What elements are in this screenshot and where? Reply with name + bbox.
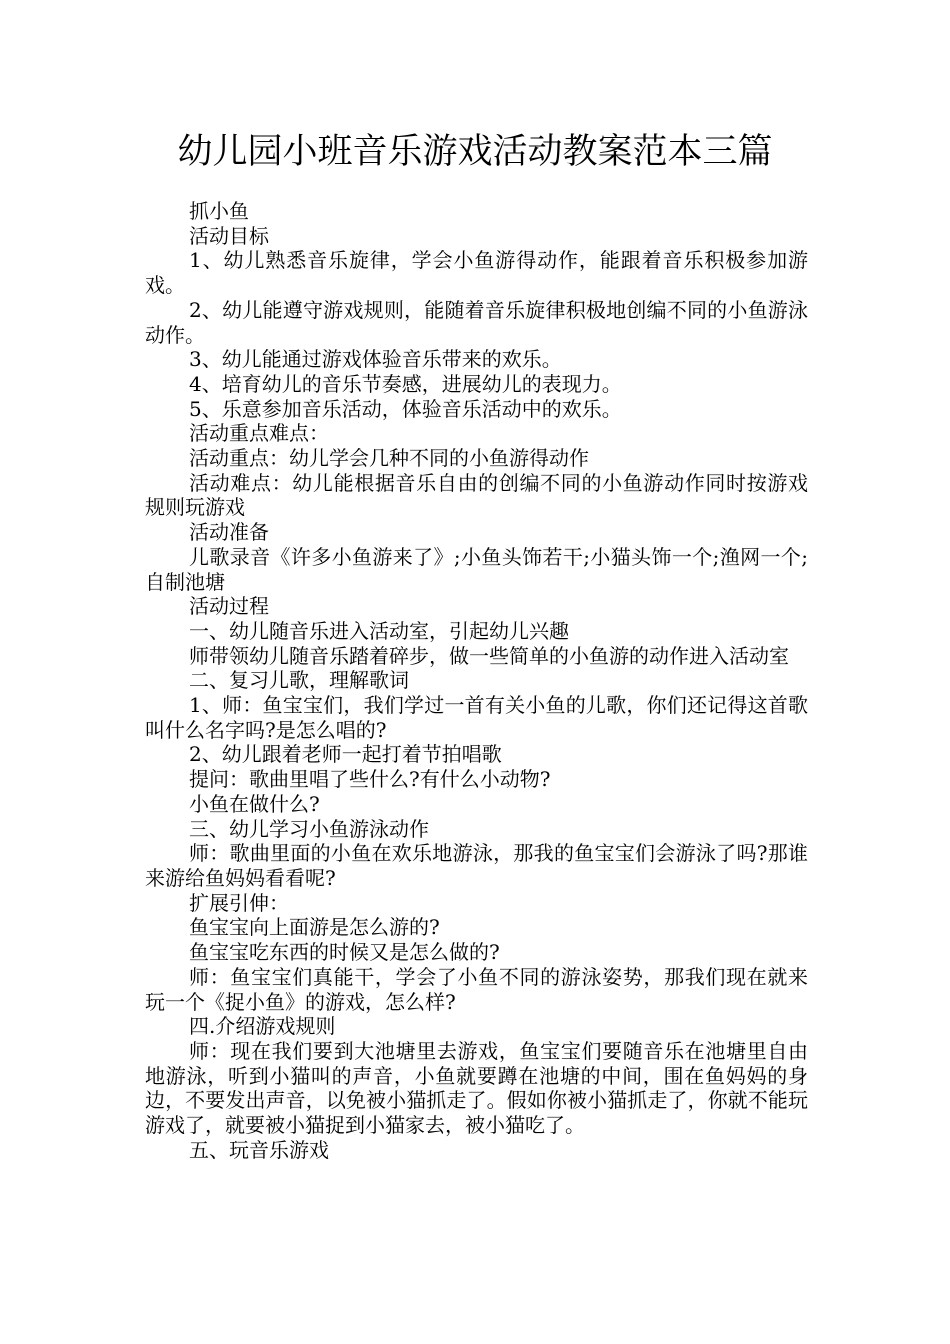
paragraph-heading-goals: 活动目标 [189, 223, 269, 248]
paragraph-text: 师：鱼宝宝们真能干，学会了小鱼不同的游泳姿势，那我们现在就来玩一个《捉小鱼》的游戏，怎么样? [145, 964, 808, 1014]
paragraph-text: 2、幼儿跟着老师一起打着节拍唱歌 [189, 742, 502, 767]
paragraph-step-3: 三、幼儿学习小鱼游泳动作 [189, 816, 429, 841]
paragraph-key-point: 活动重点：幼儿学会几种不同的小鱼游得动作 [189, 446, 589, 471]
paragraph-step-2: 二、复习儿歌，理解歌词 [189, 668, 409, 693]
paragraph-text: 师带领幼儿随音乐踏着碎步，做一些简单的小鱼游的动作进入活动室 [189, 643, 789, 668]
paragraph-goal-5: 5、乐意参加音乐活动，体验音乐活动中的欢乐。 [189, 396, 622, 421]
paragraph-heading-process: 活动过程 [189, 594, 269, 619]
paragraph-step-4: 四.介绍游戏规则 [189, 1014, 336, 1039]
paragraph-text: 提问：歌曲里唱了些什么?有什么小动物? [189, 767, 551, 792]
paragraph-text: 小鱼在做什么? [189, 791, 320, 816]
paragraph-goal-2: 2、幼儿能遵守游戏规则，能随着音乐旋律积极地创编不同的小鱼游泳动作。 [145, 297, 808, 347]
paragraph-difficulty: 活动难点：幼儿能根据音乐自由的创编不同的小鱼游动作同时按游戏规则玩游戏 [145, 470, 808, 520]
paragraph-goal-1: 1、幼儿熟悉音乐旋律，学会小鱼游得动作，能跟着音乐积极参加游戏。 [145, 248, 808, 298]
paragraph-step-1: 一、幼儿随音乐进入活动室，引起幼儿兴趣 [189, 618, 569, 643]
paragraph-heading-preparation: 活动准备 [189, 520, 269, 545]
paragraph-text: 师：歌曲里面的小鱼在欢乐地游泳，那我的鱼宝宝们会游泳了吗?那谁来游给鱼妈妈看看呢? [145, 841, 808, 890]
paragraph-text: 鱼宝宝向上面游是怎么游的? [189, 915, 440, 940]
paragraph-step-5: 五、玩音乐游戏 [189, 1137, 329, 1162]
paragraph-section-title: 抓小鱼 [189, 199, 249, 223]
paragraph-text: 鱼宝宝吃东西的时候又是怎么做的? [189, 940, 500, 965]
paragraph-text: 扩展引伸： [189, 890, 289, 915]
paragraph-text: 师：现在我们要到大池塘里去游戏，鱼宝宝们要随音乐在池塘里自由地游泳，听到小猫叫的声音，小鱼就要蹲在池塘的中间，围在鱼妈妈的身边，不要发出声音，以免被小猫抓走了。假如你被小猫抓走了，你就不能玩游戏了，就要被小猫捉到小猫家去，被小猫吃了。 [145, 1038, 808, 1138]
paragraph-heading-key-points: 活动重点难点： [189, 421, 329, 446]
paragraph-text: 1、师：鱼宝宝们，我们学过一首有关小鱼的儿歌，你们还记得这首歌叫什么名字吗?是怎么唱的? [145, 693, 808, 742]
document-title: 幼儿园小班音乐游戏活动教案范本三篇 [177, 132, 773, 172]
paragraph-goal-4: 4、培育幼儿的音乐节奏感，进展幼儿的表现力。 [189, 371, 622, 396]
document-body [145, 199, 808, 1162]
paragraph-goal-3: 3、幼儿能通过游戏体验音乐带来的欢乐。 [189, 347, 562, 372]
paragraph-preparation: 儿歌录音《许多小鱼游来了》;小鱼头饰若干;小猫头饰一个;渔网一个;自制池塘 [145, 544, 808, 594]
